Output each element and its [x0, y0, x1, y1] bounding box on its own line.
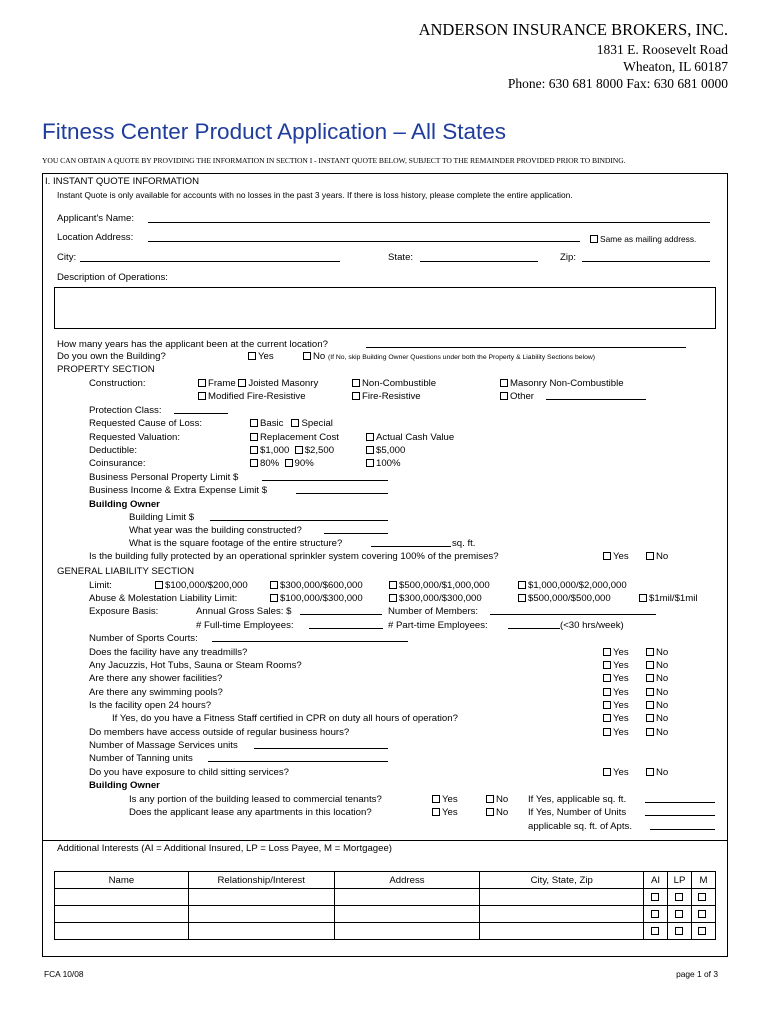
checkbox-icon[interactable]: [295, 446, 303, 454]
checkbox-icon[interactable]: [198, 392, 206, 400]
state-field[interactable]: [420, 252, 538, 262]
checkbox-icon[interactable]: [366, 446, 374, 454]
option-label: 100%: [376, 458, 401, 469]
yes-option[interactable]: [603, 700, 629, 712]
option-label: Yes: [613, 700, 629, 711]
no-option[interactable]: [646, 713, 668, 725]
checkbox-icon[interactable]: [675, 893, 683, 901]
option-label: Other: [510, 391, 534, 402]
sqft-unit: sq. ft.: [452, 538, 476, 549]
building-owner-heading: Building Owner: [89, 499, 160, 510]
col-header: Name: [55, 872, 189, 889]
checkbox-icon[interactable]: [603, 661, 611, 669]
relationship-cell[interactable]: [188, 923, 334, 940]
own-note: (If No, skip Building Owner Questions under both the Property & Liability Sections below): [327, 354, 596, 361]
no-option[interactable]: [646, 673, 668, 685]
checkbox-icon[interactable]: [646, 674, 654, 682]
checkbox-icon[interactable]: [248, 352, 256, 360]
checkbox-icon[interactable]: [675, 910, 683, 918]
deductible-5000[interactable]: [366, 445, 405, 457]
yes-no-question: Are there any shower facilities?: [89, 673, 223, 684]
option-label: Yes: [613, 647, 629, 658]
masonry-nc-option[interactable]: [500, 378, 624, 390]
yes-no-question: If Yes, do you have a Fitness Staff certified in CPR on duty all hours of operation?: [112, 713, 458, 724]
yes-option[interactable]: [603, 713, 629, 725]
table-row: [55, 872, 716, 889]
frame-option[interactable]: [198, 378, 318, 390]
checkbox-icon[interactable]: [646, 701, 654, 709]
checkbox-icon[interactable]: [389, 594, 397, 602]
option-label: $2,500: [304, 445, 335, 456]
option-label: No: [656, 673, 669, 684]
m-cell[interactable]: [691, 906, 715, 923]
massage-label: Number of Massage Services units: [89, 740, 238, 751]
app-sqft-apts-label: applicable sq. ft. of Apts.: [528, 821, 632, 832]
option-label: No: [656, 713, 669, 724]
section1-heading: I. INSTANT QUOTE INFORMATION: [45, 176, 200, 187]
option-label: 80%: [260, 458, 280, 469]
option-label: No: [656, 687, 669, 698]
table-row: [55, 889, 716, 906]
leased-no[interactable]: [486, 794, 508, 806]
option-label: Joisted Masonry: [248, 378, 319, 389]
city-cell[interactable]: [480, 889, 644, 906]
state-label: State:: [388, 252, 414, 263]
pt-label: # Part-time Employees:: [388, 620, 488, 631]
building-limit-label: Building Limit $: [129, 512, 195, 523]
abuse-a2[interactable]: [389, 593, 482, 605]
section1-note: Instant Quote is only available for accounts with no losses in the past 3 years. If there is loss history, please complete the entire application.: [57, 190, 573, 200]
ai-heading: Additional Interests (AI = Additional Insured, LP = Loss Payee, M = Mortgagee): [57, 843, 392, 854]
page-subtitle: YOU CAN OBTAIN A QUOTE BY PROVIDING THE INFORMATION IN SECTION I - INSTANT QUOTE BELOW, SUBJECT TO THE REMAINDER PROVIDED PRIOR TO BINDING.: [42, 156, 626, 165]
sprinkler-yes[interactable]: [603, 551, 629, 563]
no-option[interactable]: [646, 687, 668, 699]
option-label: Fire-Resistive: [362, 391, 421, 402]
city-label: City:: [57, 252, 77, 263]
company-phone: Phone: 630 681 8000 Fax: 630 681 0000: [507, 76, 728, 91]
yes-no-question: Are there any swimming pools?: [89, 687, 223, 698]
table-row: [55, 923, 716, 940]
gross-label: Annual Gross Sales: $: [196, 606, 292, 617]
option-label: Yes: [613, 687, 629, 698]
no-label: No: [496, 807, 509, 818]
option-label: Yes: [613, 713, 629, 724]
yes-option[interactable]: [603, 687, 629, 699]
checkbox-icon[interactable]: [603, 688, 611, 696]
yes-no-question: Any Jacuzzis, Hot Tubs, Sauna or Steam Rooms?: [89, 660, 302, 671]
checkbox-icon[interactable]: [238, 379, 246, 387]
location-label: Location Address:: [57, 232, 134, 243]
limit-label: Limit:: [89, 580, 112, 591]
address-cell[interactable]: [334, 889, 480, 906]
applicant-label: Applicant's Name:: [57, 213, 135, 224]
checkbox-icon[interactable]: [603, 701, 611, 709]
checkbox-icon[interactable]: [486, 795, 494, 803]
option-label: $500,000/$500,000: [528, 593, 611, 604]
checkbox-icon[interactable]: [646, 661, 654, 669]
apts-question: Does the applicant lease any apartments in this location?: [129, 807, 372, 818]
sprinkler-no[interactable]: [646, 551, 668, 563]
other-option[interactable]: [500, 391, 534, 403]
option-label: $1,000: [260, 445, 290, 456]
yes-no-question: Does the facility have any treadmills?: [89, 647, 248, 658]
form-number: FCA 10/08: [44, 969, 84, 979]
checkbox-icon[interactable]: [646, 768, 654, 776]
abuse-a4[interactable]: [639, 593, 698, 605]
app-sqft-field[interactable]: [645, 793, 715, 803]
name-cell[interactable]: [55, 906, 189, 923]
checkbox-icon[interactable]: [651, 927, 659, 935]
deductible-options[interactable]: [250, 445, 334, 457]
ai-cell[interactable]: [644, 923, 668, 940]
gl-heading: GENERAL LIABILITY SECTION: [57, 566, 195, 577]
option-label: No: [656, 660, 669, 671]
units-field[interactable]: [645, 806, 715, 816]
address-cell[interactable]: [334, 906, 480, 923]
checkbox-icon[interactable]: [250, 433, 258, 441]
building-limit-field[interactable]: [210, 511, 388, 521]
checkbox-icon[interactable]: [651, 893, 659, 901]
m-cell[interactable]: [691, 923, 715, 940]
option-label: $500,000/$1,000,000: [399, 580, 490, 591]
no-option[interactable]: [646, 647, 668, 659]
description-label: Description of Operations:: [57, 272, 168, 283]
leased-question: Is any portion of the building leased to commercial tenants?: [129, 794, 382, 805]
checkbox-icon[interactable]: [639, 594, 647, 602]
checkbox-icon[interactable]: [518, 594, 526, 602]
checkbox-icon[interactable]: [389, 581, 397, 589]
own-no[interactable]: [303, 351, 595, 364]
relationship-cell[interactable]: [188, 889, 334, 906]
limit-l2[interactable]: [270, 580, 363, 592]
checkbox-icon[interactable]: [285, 459, 293, 467]
coins-100[interactable]: [366, 458, 401, 470]
m-cell[interactable]: [691, 889, 715, 906]
option-label: Masonry Non-Combustible: [510, 378, 624, 389]
protection-label: Protection Class:: [89, 405, 162, 416]
company-name: ANDERSON INSURANCE BROKERS, INC.: [418, 20, 728, 39]
protection-field[interactable]: [174, 404, 228, 414]
company-street: 1831 E. Roosevelt Road: [596, 42, 728, 57]
checkbox-icon[interactable]: [500, 392, 508, 400]
exposure-label: Exposure Basis:: [89, 606, 159, 617]
sqft-field[interactable]: [371, 537, 451, 547]
checkbox-icon[interactable]: [250, 459, 258, 467]
no-option[interactable]: [646, 767, 668, 779]
fireres-option[interactable]: [352, 391, 421, 403]
checkbox-icon[interactable]: [250, 446, 258, 454]
valuation-label: Requested Valuation:: [89, 432, 181, 443]
coins-label: Coinsurance:: [89, 458, 146, 469]
option-label: No: [656, 767, 669, 778]
checkbox-icon[interactable]: [590, 235, 598, 243]
checkbox-icon[interactable]: [603, 674, 611, 682]
own-yes[interactable]: [248, 351, 274, 363]
no-option[interactable]: [646, 727, 668, 739]
checkbox-icon[interactable]: [603, 714, 611, 722]
checkbox-icon[interactable]: [698, 893, 706, 901]
acv-option[interactable]: [366, 432, 454, 444]
option-label: Yes: [613, 727, 629, 738]
option-label: No: [656, 727, 669, 738]
lp-cell[interactable]: [668, 923, 692, 940]
checkbox-icon[interactable]: [698, 927, 706, 935]
yes-label: Yes: [442, 794, 458, 805]
option-label: $1mil/$1mil: [649, 593, 698, 604]
no-label: No: [656, 551, 669, 562]
option-label: $300,000/$300,000: [399, 593, 482, 604]
apts-no[interactable]: [486, 807, 508, 819]
yes-option[interactable]: [603, 727, 629, 739]
page-number: page 1 of 3: [676, 969, 718, 979]
lp-cell[interactable]: [668, 889, 692, 906]
modfire-option[interactable]: [198, 391, 306, 403]
yes-label: Yes: [613, 551, 629, 562]
pt-field[interactable]: [508, 619, 560, 629]
construction-label: Construction:: [89, 378, 146, 389]
yes-no-question: Do you have exposure to child sitting services?: [89, 767, 289, 778]
ai-table: [54, 871, 716, 940]
checkbox-icon[interactable]: [303, 352, 311, 360]
limit-l4[interactable]: [518, 580, 627, 592]
option-label: Non-Combustible: [362, 378, 437, 389]
checkbox-icon[interactable]: [646, 648, 654, 656]
city-cell[interactable]: [480, 906, 644, 923]
lp-cell[interactable]: [668, 906, 692, 923]
option-label: No: [656, 700, 669, 711]
tanning-label: Number of Tanning units: [89, 753, 193, 764]
no-option[interactable]: [646, 700, 668, 712]
yes-label: Yes: [258, 351, 274, 362]
col-header: LP: [668, 872, 692, 889]
table-row: [55, 906, 716, 923]
checkbox-icon[interactable]: [603, 552, 611, 560]
checkbox-icon[interactable]: [352, 392, 360, 400]
abuse-a1[interactable]: [270, 593, 363, 605]
year-label: What year was the building constructed?: [129, 525, 302, 536]
year-field[interactable]: [324, 524, 388, 534]
checkbox-icon[interactable]: [270, 581, 278, 589]
yes-label: Yes: [442, 807, 458, 818]
checkbox-icon[interactable]: [603, 648, 611, 656]
address-cell[interactable]: [334, 923, 480, 940]
bi-label: Business Income & Extra Expense Limit $: [89, 485, 268, 496]
massage-field[interactable]: [254, 739, 388, 749]
tanning-field[interactable]: [208, 752, 388, 762]
checkbox-icon[interactable]: [646, 714, 654, 722]
option-label: Modified Fire-Resistive: [208, 391, 306, 402]
coins-options[interactable]: [250, 458, 314, 470]
limit-l1[interactable]: [155, 580, 248, 592]
checkbox-icon[interactable]: [603, 728, 611, 736]
option-label: $300,000/$600,000: [280, 580, 363, 591]
checkbox-icon[interactable]: [366, 433, 374, 441]
courts-label: Number of Sports Courts:: [89, 633, 198, 644]
bpp-field[interactable]: [262, 471, 388, 481]
applicant-field[interactable]: [148, 213, 710, 223]
col-header: M: [691, 872, 715, 889]
option-label: $100,000/$200,000: [165, 580, 248, 591]
members-field[interactable]: [490, 605, 656, 615]
abuse-label: Abuse & Molestation Liability Limit:: [89, 593, 238, 604]
zip-field[interactable]: [582, 252, 710, 262]
members-label: Number of Members:: [388, 606, 479, 617]
no-option[interactable]: [646, 660, 668, 672]
same-mailing[interactable]: [590, 233, 696, 245]
abuse-a3[interactable]: [518, 593, 611, 605]
yes-no-question: Is the facility open 24 hours?: [89, 700, 212, 711]
app-sqft-label: If Yes, applicable sq. ft.: [528, 794, 627, 805]
yes-option[interactable]: [603, 673, 629, 685]
yes-option[interactable]: [603, 660, 629, 672]
own-question: Do you own the Building?: [57, 351, 166, 362]
option-label: $5,000: [376, 445, 406, 456]
years-question: How many years has the applicant been at the current location?: [57, 339, 328, 350]
noncomb-option[interactable]: [352, 378, 436, 390]
checkbox-icon[interactable]: [500, 379, 508, 387]
option-label: Basic: [260, 418, 284, 429]
checkbox-icon[interactable]: [651, 910, 659, 918]
checkbox-icon[interactable]: [250, 419, 258, 427]
checkbox-icon[interactable]: [291, 419, 299, 427]
col-header: City, State, Zip: [480, 872, 644, 889]
option-label: Yes: [613, 767, 629, 778]
same-mailing-label: Same as mailing address.: [600, 234, 697, 244]
option-label: Frame: [208, 378, 236, 389]
relationship-cell[interactable]: [188, 906, 334, 923]
checkbox-icon[interactable]: [352, 379, 360, 387]
no-label: No: [313, 351, 326, 362]
sqft-label: What is the square footage of the entire structure?: [129, 538, 343, 549]
checkbox-icon[interactable]: [603, 768, 611, 776]
checkbox-icon[interactable]: [646, 728, 654, 736]
yes-option[interactable]: [603, 767, 629, 779]
ai-cell[interactable]: [644, 906, 668, 923]
name-cell[interactable]: [55, 923, 189, 940]
option-label: Replacement Cost: [260, 432, 339, 443]
ft-label: # Full-time Employees:: [196, 620, 294, 631]
years-field[interactable]: [366, 338, 686, 348]
pt-note: (<30 hrs/week): [560, 620, 624, 631]
limit-l3[interactable]: [389, 580, 490, 592]
checkbox-icon[interactable]: [198, 379, 206, 387]
location-field[interactable]: [148, 232, 580, 242]
option-label: Yes: [613, 660, 629, 671]
app-sqft-apts-field[interactable]: [650, 820, 715, 830]
bpp-label: Business Personal Property Limit $: [89, 472, 239, 483]
units-label: If Yes, Number of Units: [528, 807, 627, 818]
checkbox-icon[interactable]: [155, 581, 163, 589]
checkbox-icon[interactable]: [646, 688, 654, 696]
description-field[interactable]: [54, 287, 716, 329]
apts-yes[interactable]: [432, 807, 458, 819]
city-field[interactable]: [80, 252, 340, 262]
gl-building-owner-heading: Building Owner: [89, 780, 160, 791]
other-field[interactable]: [546, 390, 646, 400]
checkbox-icon[interactable]: [518, 581, 526, 589]
courts-field[interactable]: [212, 632, 408, 642]
gross-field[interactable]: [300, 605, 382, 615]
city-cell[interactable]: [480, 923, 644, 940]
sprinkler-question: Is the building fully protected by an operational sprinkler system covering 100% of the premises?: [89, 551, 499, 562]
yes-no-question: Do members have access outside of regular business hours?: [89, 727, 350, 738]
col-header: Address: [334, 872, 480, 889]
option-label: Special: [301, 418, 333, 429]
deductible-label: Deductible:: [89, 445, 137, 456]
company-city: Wheaton, IL 60187: [623, 59, 728, 74]
cause-label: Requested Cause of Loss:: [89, 418, 203, 429]
checkbox-icon[interactable]: [646, 552, 654, 560]
leased-yes[interactable]: [432, 794, 458, 806]
cause-options[interactable]: [250, 418, 333, 430]
checkbox-icon[interactable]: [432, 795, 440, 803]
checkbox-icon[interactable]: [675, 927, 683, 935]
no-label: No: [496, 794, 509, 805]
name-cell[interactable]: [55, 889, 189, 906]
page-title: Fitness Center Product Application – All States: [42, 119, 506, 144]
option-label: Yes: [613, 673, 629, 684]
ft-field[interactable]: [309, 619, 383, 629]
checkbox-icon[interactable]: [432, 808, 440, 816]
yes-option[interactable]: [603, 647, 629, 659]
checkbox-icon[interactable]: [366, 459, 374, 467]
checkbox-icon[interactable]: [486, 808, 494, 816]
col-header: AI: [644, 872, 668, 889]
option-label: $1,000,000/$2,000,000: [528, 580, 627, 591]
option-label: 90%: [294, 458, 314, 469]
ai-cell[interactable]: [644, 889, 668, 906]
col-header: Relationship/Interest: [188, 872, 334, 889]
property-heading: PROPERTY SECTION: [57, 364, 155, 375]
zip-label: Zip:: [560, 252, 576, 263]
checkbox-icon[interactable]: [698, 910, 706, 918]
replacement-option[interactable]: [250, 432, 339, 444]
section-divider: [42, 840, 728, 841]
bi-field[interactable]: [296, 484, 388, 494]
option-label: No: [656, 647, 669, 658]
option-label: $100,000/$300,000: [280, 593, 363, 604]
checkbox-icon[interactable]: [270, 594, 278, 602]
option-label: Actual Cash Value: [376, 432, 455, 443]
